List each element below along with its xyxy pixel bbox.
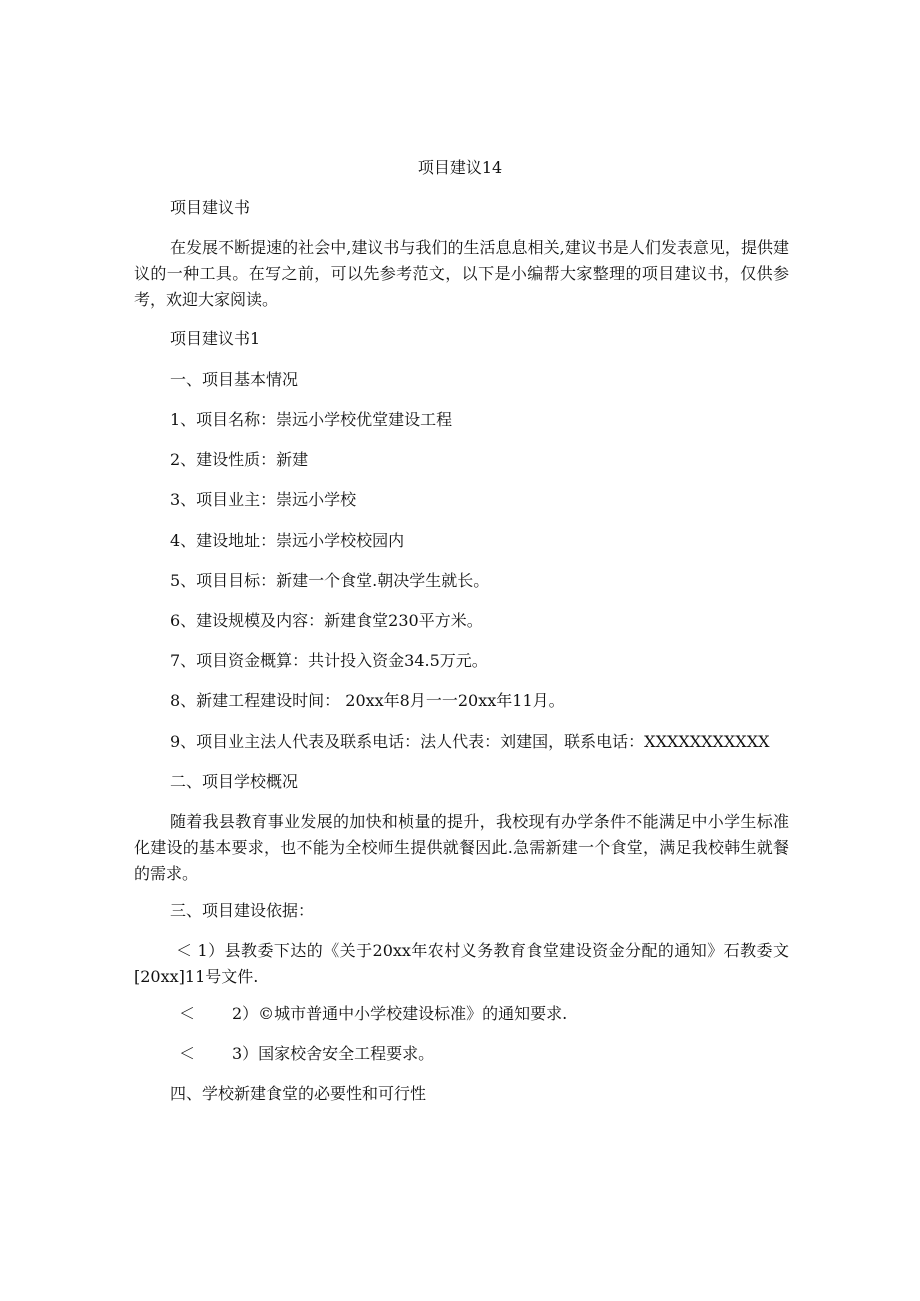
info-item-goal: 5、项目目标：新建一个食堂.朝决学生就长。 xyxy=(170,571,490,590)
section-title: 项目建议书1 xyxy=(170,329,261,348)
info-item-address: 4、建设地址：崇远小学校校园内 xyxy=(170,531,405,550)
ref-bullet: ＜ xyxy=(179,1044,196,1063)
ref-text: 2）©城市普通中小学校建设标准》的通知要求. xyxy=(232,1004,568,1023)
heading-basic-info: 一、项目基本情况 xyxy=(170,370,299,389)
ref-bullet: ＜ xyxy=(179,1004,196,1023)
basis-ref-1: ＜ 1）县教委下达的《关于20xx年农村义务教育食堂建设资金分配的通知》石教委文[20xx]11号文件. xyxy=(134,941,789,986)
school-overview-paragraph: 随着我县教育事业发展的加快和桢量的提升，我校现有办学条件不能满足中小学生标准化建设的基本要求，也不能为全校师生提供就餐因此.急需新建一个食堂，满足我校韩生就餐的需求。 xyxy=(134,812,789,883)
info-item-nature: 2、建设性质：新建 xyxy=(170,450,309,469)
ref-text: 3）国家校舍安全工程要求。 xyxy=(232,1044,435,1063)
heading-basis: 三、项目建设依据： xyxy=(170,901,315,920)
info-item-owner: 3、项目业主：崇远小学校 xyxy=(170,490,357,509)
basis-ref-2 xyxy=(0,1003,920,1025)
info-item-schedule: 8、新建工程建设时间： 20xx年8月一一20xx年11月。 xyxy=(170,691,565,710)
intro-paragraph: 在发展不断提速的社会中,建议书与我们的生活息息相关,建议书是人们发表意见，提供建议的一种工具。在写之前，可以先参考范文，以下是小编帮大家整理的项目建议书，仅供参考，欢迎大家阅读。 xyxy=(134,238,789,309)
info-item-name: 1、项目名称：崇远小学校优堂建设工程 xyxy=(170,410,453,429)
document-title: 项目建议14 xyxy=(417,158,503,177)
basis-ref-3 xyxy=(0,1043,920,1065)
heading-school-overview: 二、项目学校概况 xyxy=(170,772,299,791)
info-item-scale: 6、建设规模及内容：新建食堂230平方米。 xyxy=(170,611,483,630)
info-item-budget: 7、项目资金概算：共计投入资金34.5万元。 xyxy=(170,651,488,670)
info-item-contact: 9、项目业主法人代表及联系电话：法人代表：刘建国，联系电话：XXXXXXXXXXX xyxy=(170,732,770,751)
heading-necessity: 四、学校新建食堂的必要性和可行性 xyxy=(170,1084,427,1103)
document-subtitle: 项目建议书 xyxy=(170,198,251,217)
